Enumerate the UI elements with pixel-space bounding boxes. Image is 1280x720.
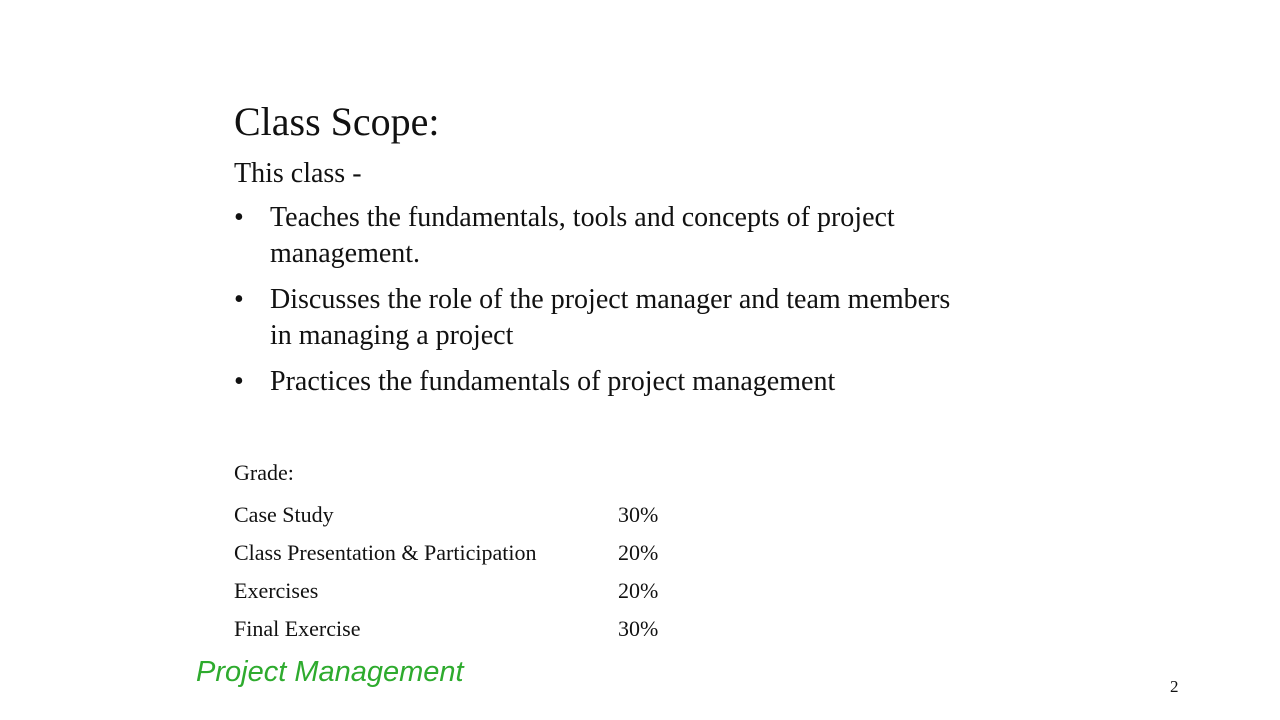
slide-title: Class Scope: bbox=[234, 99, 440, 144]
bullet-text: Practices the fundamentals of project management bbox=[270, 366, 836, 397]
grade-weight: 30% bbox=[618, 502, 659, 527]
bullet-text: Teaches the fundamentals, tools and concepts of project management. bbox=[270, 202, 895, 269]
bullet-icon: • bbox=[234, 366, 244, 397]
grade-weight: 20% bbox=[618, 540, 659, 565]
bullet-list bbox=[234, 200, 954, 410]
bullet-text: Discusses the role of the project manager and team members in managing a project bbox=[270, 284, 951, 351]
bullet-item bbox=[234, 364, 954, 400]
intro-text: This class - bbox=[234, 158, 362, 189]
grade-item: Final Exercise bbox=[234, 616, 361, 641]
grade-item: Exercises bbox=[234, 578, 319, 603]
bullet-icon: • bbox=[234, 284, 244, 315]
grade-weight: 30% bbox=[618, 616, 659, 641]
bullet-icon: • bbox=[234, 202, 244, 233]
page-number: 2 bbox=[1170, 677, 1179, 696]
footer-label: Project Management bbox=[196, 656, 464, 688]
grade-item: Case Study bbox=[234, 502, 334, 527]
grade-weight: 20% bbox=[618, 578, 659, 603]
grade-heading: Grade: bbox=[234, 460, 294, 485]
bullet-item bbox=[234, 200, 954, 272]
table-row bbox=[234, 572, 658, 610]
table-row bbox=[234, 610, 658, 648]
grade-table bbox=[234, 496, 658, 648]
table-row bbox=[234, 496, 658, 534]
grade-item: Class Presentation & Participation bbox=[234, 540, 537, 565]
bullet-item bbox=[234, 282, 954, 354]
table-row bbox=[234, 534, 658, 572]
